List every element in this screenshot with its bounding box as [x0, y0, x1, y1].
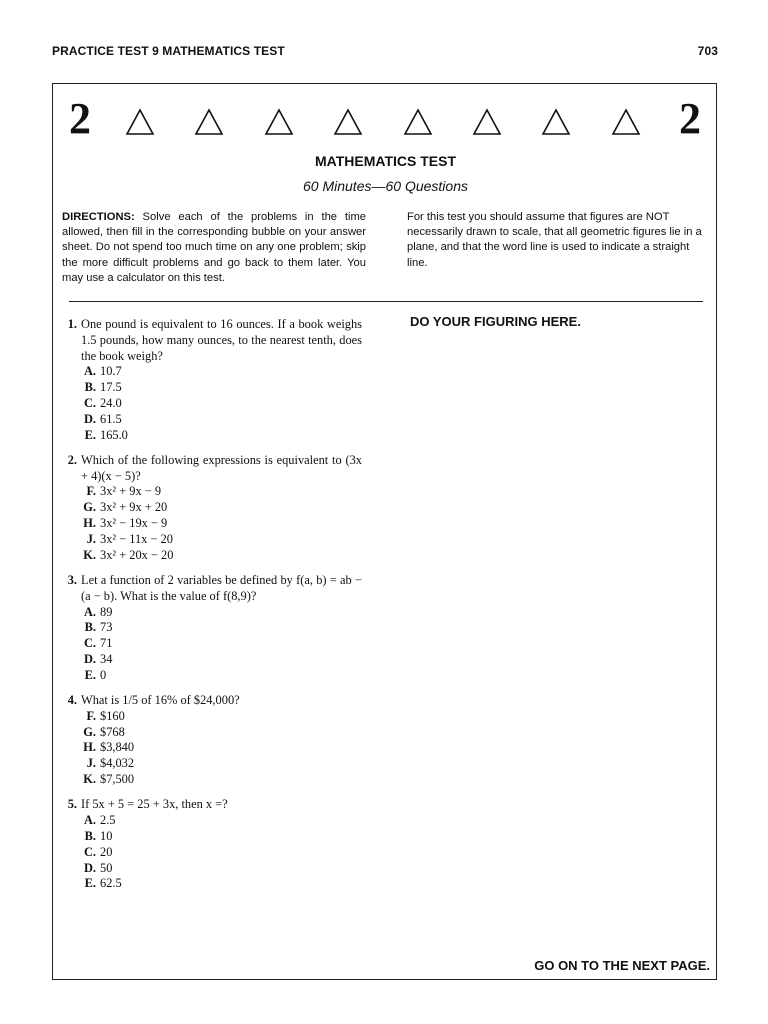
option-value: 62.5	[100, 876, 122, 891]
option-value: 71	[100, 636, 113, 651]
directions-right: For this test you should assume that figures are NOT necessarily drawn to scale, that all geometric figures lie in a plane, and that the word line is used to indicate a straight line.	[407, 211, 702, 269]
option-letter: F.	[86, 708, 96, 723]
option-letter: E.	[84, 876, 96, 891]
question-text: Which of the following expressions is equivalent to (3x + 4)(x − 5)?	[81, 452, 362, 483]
answer-option	[81, 668, 362, 684]
answer-option	[81, 861, 362, 877]
option-letter: A.	[83, 364, 96, 379]
option-letter: C.	[83, 395, 96, 410]
figuring-label: DO YOUR FIGURING HERE.	[410, 314, 581, 329]
question-number: 4.	[67, 693, 77, 708]
answer-option	[81, 829, 362, 845]
answer-option	[81, 412, 362, 428]
option-letter: H.	[83, 516, 96, 531]
option-value: 3x² − 19x − 9	[100, 516, 168, 531]
option-value: $7,500	[100, 772, 135, 787]
option-value: $3,840	[100, 740, 135, 755]
triangle-icon	[541, 108, 571, 136]
option-letter: E.	[84, 667, 96, 682]
option-value: 165.0	[100, 427, 128, 442]
option-value: $768	[100, 724, 125, 739]
triangle-icon	[264, 108, 294, 136]
question-item	[62, 453, 362, 564]
answer-option	[81, 845, 362, 861]
option-letter: C.	[83, 636, 96, 651]
answer-option	[81, 756, 362, 772]
option-value: 24.0	[100, 395, 122, 410]
test-subtitle: 60 Minutes—60 Questions	[303, 178, 468, 194]
option-letter: A.	[83, 813, 96, 828]
option-letter: E.	[84, 427, 96, 442]
option-value: 10	[100, 828, 113, 843]
question-number: 3.	[67, 572, 77, 587]
option-value: 17.5	[100, 380, 122, 395]
divider-rule	[69, 301, 703, 302]
option-letter: J.	[86, 756, 96, 771]
option-letter: G.	[83, 500, 96, 515]
directions-text: Solve each of the problems in the time allowed, then fill in the corresponding bubble on your answer sheet. Do not spend too much time on any one problem; skip the more difficult problems and go back to them later. You may use a calculator on this test.	[62, 211, 366, 284]
triangle-icon	[125, 108, 155, 136]
answer-option	[81, 876, 362, 892]
question-number: 1.	[67, 317, 77, 331]
option-value: 2.5	[100, 813, 116, 828]
answer-option	[81, 364, 362, 380]
option-letter: C.	[83, 844, 96, 859]
question-text: One pound is equivalent to 16 ounces. If a book weighs 1.5 pounds, how many ounces, to the nearest tenth, does the book weigh?	[81, 317, 362, 363]
next-page-notice: GO ON TO THE NEXT PAGE.	[534, 958, 710, 973]
triangle-icon	[333, 108, 363, 136]
answer-option	[81, 709, 362, 725]
option-letter: G.	[83, 724, 96, 739]
option-value: 73	[100, 620, 113, 635]
option-letter: F.	[86, 484, 96, 499]
directions-label: DIRECTIONS:	[62, 211, 135, 223]
option-letter: K.	[83, 547, 96, 562]
running-head-title: PRACTICE TEST 9 MATHEMATICS TEST	[52, 44, 285, 58]
answer-option	[81, 620, 362, 636]
answer-option	[81, 772, 362, 788]
option-value: 61.5	[100, 411, 122, 426]
answer-option	[81, 652, 362, 668]
option-letter: K.	[83, 772, 96, 787]
test-page-frame	[52, 83, 717, 980]
answer-option	[81, 740, 362, 756]
answer-option	[81, 428, 362, 444]
question-text: If 5x + 5 = 25 + 3x, then x =?	[81, 797, 228, 812]
directions-left	[62, 210, 366, 286]
question-text: What is 1/5 of 16% of $24,000?	[81, 693, 240, 708]
answer-option	[81, 484, 362, 500]
option-value: 10.7	[100, 364, 122, 379]
option-value: 3x² − 11x − 20	[100, 531, 173, 546]
answer-option	[81, 725, 362, 741]
option-value: 3x² + 20x − 20	[100, 547, 174, 562]
triangle-icon	[194, 108, 224, 136]
triangle-icon	[472, 108, 502, 136]
option-letter: B.	[84, 380, 96, 395]
section-banner	[67, 94, 703, 144]
question-number: 5.	[67, 797, 77, 812]
running-head	[52, 44, 718, 58]
test-title: MATHEMATICS TEST	[314, 153, 457, 169]
option-letter: A.	[83, 604, 96, 619]
option-value: 0	[100, 667, 107, 682]
option-letter: H.	[83, 740, 96, 755]
answer-option	[81, 813, 362, 829]
option-value: 3x² + 9x + 20	[100, 500, 168, 515]
answer-option	[81, 532, 362, 548]
section-number-left: 2	[69, 94, 91, 143]
option-value: 34	[100, 651, 113, 666]
triangle-icon	[403, 108, 433, 136]
answer-option	[81, 500, 362, 516]
option-value: 50	[100, 860, 113, 875]
answer-option	[81, 636, 362, 652]
answer-option	[81, 605, 362, 621]
answer-option	[81, 548, 362, 564]
option-letter: D.	[83, 860, 96, 875]
answer-option	[81, 380, 362, 396]
answer-option	[81, 396, 362, 412]
question-number: 2.	[67, 452, 77, 467]
section-number-right: 2	[679, 94, 701, 143]
option-value: $160	[100, 708, 125, 723]
option-letter: B.	[84, 620, 96, 635]
triangle-icon	[611, 108, 641, 136]
option-letter: D.	[83, 411, 96, 426]
option-value: 3x² + 9x − 9	[100, 484, 162, 499]
option-letter: D.	[83, 651, 96, 666]
option-value: 89	[100, 604, 113, 619]
option-value: 20	[100, 844, 113, 859]
page-number: 703	[697, 44, 718, 58]
answer-option	[81, 516, 362, 532]
question-item	[62, 693, 362, 788]
question-text: Let a function of 2 variables be defined by f(a, b) = ab − (a − b). What is the value of f(8,9)?	[81, 572, 362, 603]
question-item	[62, 573, 362, 684]
option-letter: B.	[84, 828, 96, 843]
question-item	[62, 797, 362, 892]
question-list	[62, 317, 362, 902]
question-item	[62, 317, 362, 443]
option-letter: J.	[86, 531, 96, 546]
option-value: $4,032	[100, 756, 135, 771]
